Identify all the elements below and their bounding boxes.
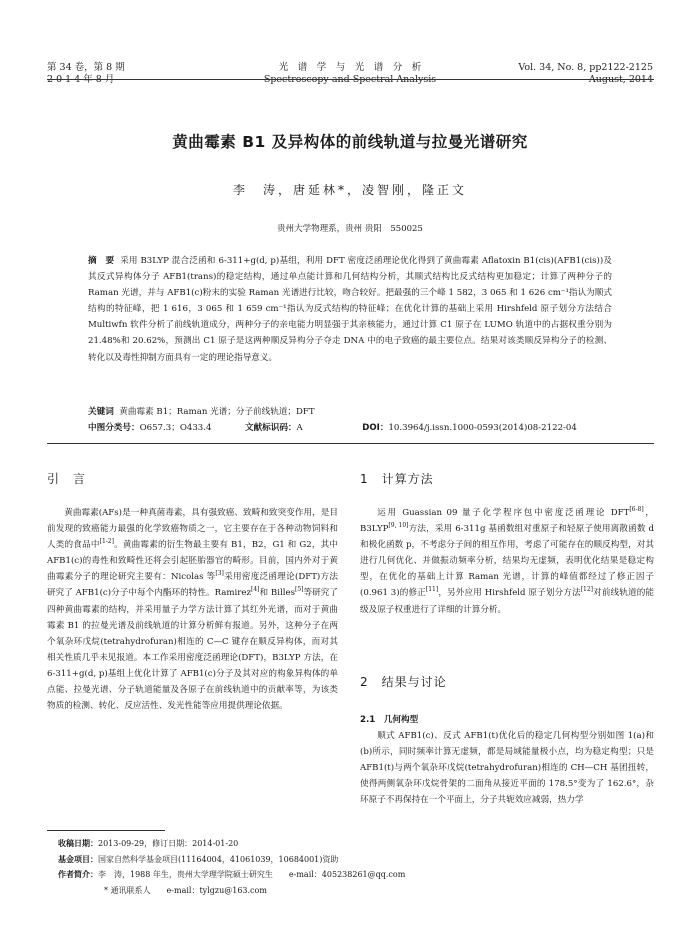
- doi-label: DOI：: [362, 423, 389, 433]
- publication-date: 2 0 1 4 年 8 月: [47, 74, 115, 85]
- section-rule: [47, 443, 654, 444]
- intro-text-2: 。黄曲霉素的衍生物最主要有 B1，B2，G1 和 G2，其中 AFB1(c)的毒性和致畸性还将会引起胚胎器官的畸形。目前，国内外对于黄曲霉素分子的理论研究主要有：Nicolas 等: [47, 540, 338, 583]
- vol-no-pages: Vol. 34, No. 8, pp2122-2125: [518, 62, 653, 73]
- methods-text-1: 运用 Guassian 09 量子化学程序包中密度泛函理论 DFT: [377, 508, 630, 518]
- journal-name-en: Spectroscopy and Spectral Analysis: [263, 74, 437, 85]
- intro-body: [47, 505, 338, 714]
- abstract-label: 摘 要: [88, 256, 115, 266]
- footnote-rule: [47, 830, 165, 831]
- abstract-text: 采用 B3LYP 混合泛函和 6-311+g(d, p)基组，利用 DFT 密度泛函理论优化得到了黄曲霉素 Aflatoxin B1(cis)(AFB1(cis))及其反式异构体分子 AFB1(trans)的稳定结构，通过单点能计算和几何结构分析，其顺式结构比反式结构更加稳定；计算了两种分子的 Raman 光谱，并与 AFB1(c)粉末的实验 Raman 光谱进行比较，吻合较好。把最强的三个峰 1 582，3 065 和 1 626 cm⁻¹指认为顺式结构的特征峰，把 1 616，3 065 和 1 659 cm⁻¹指认为反式结构的特征峰；在优化计算的基础上采用 Hirshfeld 原子划分方法结合 Multiwfn 软件分析了前线轨道成分，两种分子的亲电能力明显强于其亲核能力，通过计算 C1 原子在 LUMO 轨道中的占据权重分别为 21.48%和 20.62%，预测出 C1 原子是这两种顺反异构分子夺走 DNA 中的电子致癌的最主要位点。结果对该类顺反异构分子的检测、转化以及毒性抑制方面具有一定的理论指导意义。: [88, 256, 612, 363]
- results-heading: 2 结果与讨论: [360, 675, 447, 689]
- corresponding-author: * 通讯联系人 e-mail：tylgzu@163.com: [104, 885, 267, 895]
- intro-text-1: 黄曲霉素(AFs)是一种真菌毒素，具有强致癌、致畸和致突变作用，是目前发现的致癌能力最强的化学致癌物质之一，它主要存在于各种动物饲料和人类的食品中: [47, 508, 338, 551]
- doc-code-label: 文献标识码：: [244, 423, 297, 433]
- intro-text-3: 采用密度泛函理论(DFT)方法研究了 AFB1(c)分子中每个内酯环的特性。Ramirez: [47, 572, 338, 599]
- methods-text-2: ，B3LYP: [360, 508, 654, 535]
- citation: [5]: [294, 586, 304, 594]
- citation: [4]: [251, 586, 260, 594]
- citation: [6-8]: [629, 506, 644, 514]
- author-list: 李 涛，唐延林*，凌智刚，隆正文: [232, 183, 467, 197]
- methods-text-5: 对前线轨道的能级及原子权重进行了详细的计算分析。: [360, 588, 654, 615]
- intro-text-5: 等研究了四种黄曲霉素的结构，并采用量子力学方法计算了其红外光谱，而对于黄曲霉素 B1 的拉曼光谱及前线轨道的计算分析鲜有报道。另外，这种分子在两个氧杂环戊烷(tetrahydrofuran)相连的 C—C 键存在顺反异构体，而对其相关性质几乎未见报道。本工作采用密度泛函理论(DFT)，B3LYP 方法，在 6-311+g(d, p)基组上优化计算了 AFB1(c)分子及其对应的构象异构体的单点能、拉曼光谱、分子轨道能量及各原子在前线轨道中的贡献率等，为该类物质的检测、转化、反应活性、发光性能等应用提供理论依据。: [47, 588, 338, 712]
- header-rule: [47, 79, 654, 80]
- fund-label: 基金项目：: [58, 854, 98, 864]
- affiliation: 贵州大学物理系，贵州 贵阳 550025: [277, 224, 423, 234]
- classification-line: [88, 421, 577, 435]
- intro-paragraph: [47, 505, 338, 714]
- methods-heading: 1 计算方法: [360, 472, 434, 486]
- doc-code-value: A: [296, 423, 303, 433]
- citation: [11]: [425, 586, 439, 594]
- volume-issue: 第 34 卷，第 8 期: [47, 62, 125, 73]
- keywords: [88, 405, 612, 419]
- results-body: [360, 728, 654, 808]
- citation: [3]: [215, 570, 224, 578]
- abstract: [88, 253, 612, 366]
- intro-text-4: 和 Billes: [259, 588, 295, 599]
- clc-label: 中图分类号：: [88, 423, 140, 433]
- methods-paragraph: [360, 505, 654, 618]
- intro-heading: 引 言: [47, 472, 87, 486]
- geometry-subheading: 2.1 几何构型: [360, 715, 419, 725]
- methods-text-3: 方法，采用 6-311g 基函数组对重原子和轻原子使用离散函数 d 和极化函数 p，不考虑分子间的相互作用，考虑了可能存在的顺反构型，对其进行几何优化、并做振动频率分析，结果均无虚频，表明优化结果是稳定构型，在优化的基础上计算 Raman 光谱，计算的峰值都经过了修正因子(0.961 3)的修正: [360, 524, 654, 599]
- clc-value: O657.3；O433.4: [139, 423, 212, 433]
- citation: [1-2]: [99, 538, 114, 546]
- month-year: August, 2014: [588, 74, 653, 85]
- methods-text-4: ，另外应用 Hirshfeld 原子划分方法: [438, 588, 581, 599]
- fund-info: [58, 852, 658, 868]
- received-label: 收稿日期：: [58, 839, 98, 848]
- author-bio-label: 作者简介：: [58, 870, 98, 879]
- received-date: [58, 836, 658, 852]
- journal-pages-info: [518, 62, 653, 86]
- author-bio-value: 李 涛，1988 年生，贵州大学理学院硕士研究生 e-mail：405238261@qq.com: [98, 870, 406, 879]
- fund-value: 国家自然科学基金项目(11164004，41061039，10684001)资助: [98, 854, 339, 864]
- received-value: 2013-09-29，修订日期：2014-01-20: [98, 839, 239, 848]
- page-title: 黄曲霉素 B1 及异构体的前线轨道与拉曼光谱研究: [172, 133, 528, 151]
- citation: [9, 10]: [388, 522, 409, 530]
- journal-name-cn: 光 谱 学 与 光 谱 分 析: [278, 62, 422, 73]
- methods-body: [360, 505, 654, 618]
- footnotes: [58, 836, 658, 898]
- doi-value: 10.3964/j.issn.1000-0593(2014)08-2122-04: [388, 423, 577, 433]
- keywords-text: 黄曲霉素 B1；Raman 光谱；分子前线轨道；DFT: [119, 407, 315, 417]
- keywords-label: 关键词: [88, 407, 114, 417]
- author-bio: [58, 867, 658, 883]
- results-paragraph: 顺式 AFB1(c)、反式 AFB1(t)优化后的稳定几何构型分别如图 1(a)和(b)所示，同时频率计算无虚频，都是局域能量极小点，均为稳定构型；只是 AFB1(t)与两个氧杂环戊烷(tetrahydrofuran)相连的 CH—CH 基团扭转，使得两侧氧杂环戊烷骨架的二面角从接近平面的 178.5°变为了 162.6°，杂环原子不再保持在一个平面上，分子共轭效应减弱，热力学: [360, 731, 654, 806]
- citation: [12]: [580, 586, 594, 594]
